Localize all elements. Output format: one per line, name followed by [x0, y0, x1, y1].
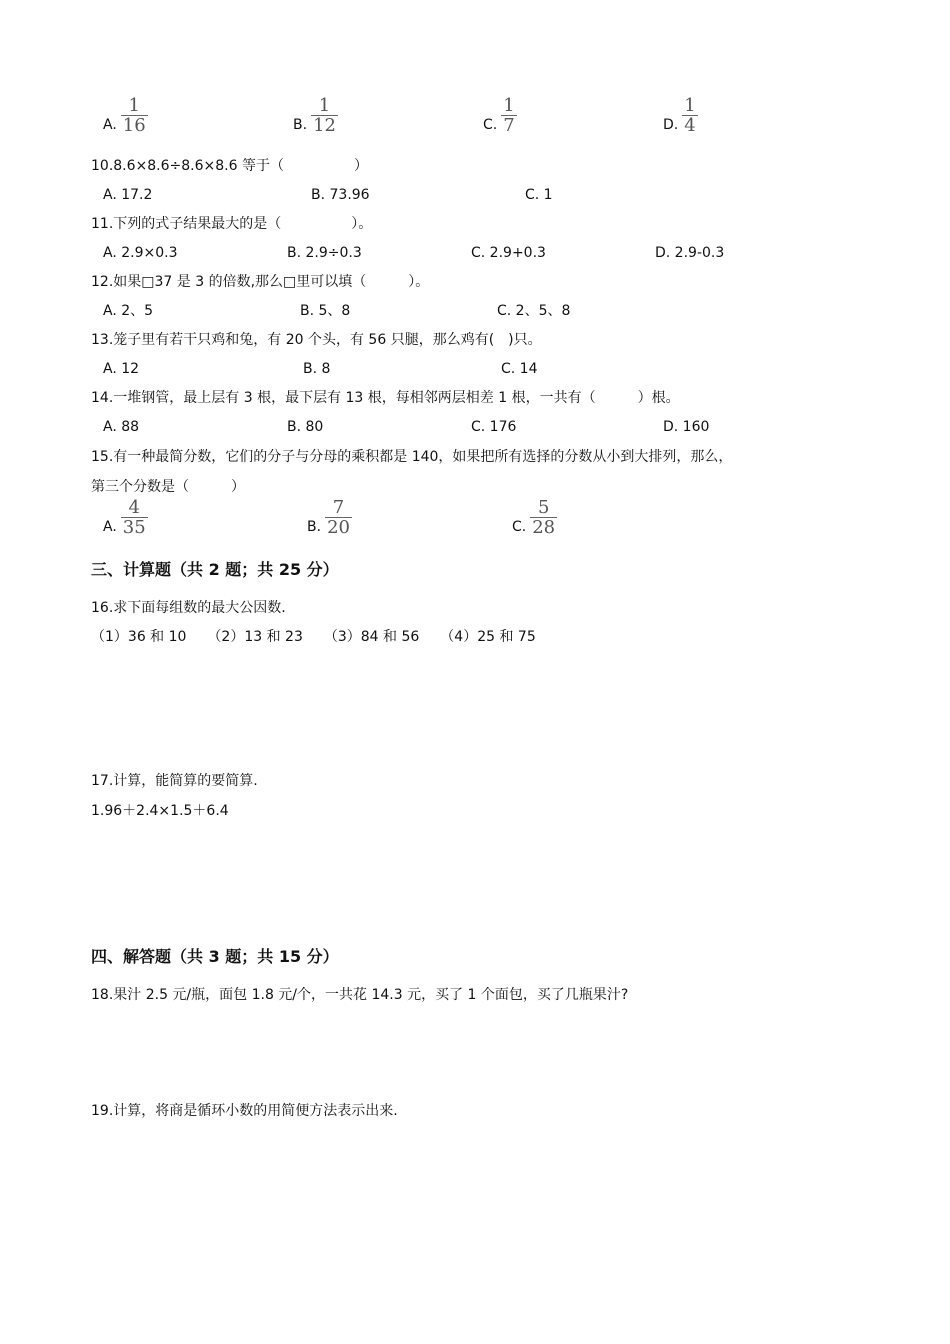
question-14: 14.一堆钢管，最上层有 3 根，最下层有 13 根，每相邻两层相差 1 根，一共有（ ）根。 [91, 390, 680, 406]
q14-option-d: D. 160 [663, 419, 710, 435]
question-16: 16.求下面每组数的最大公因数. [91, 600, 286, 616]
q15-option-b [307, 499, 352, 536]
section-4-heading: 四、解答题（共 3 题；共 15 分） [91, 947, 339, 966]
question-11: 11.下列的式子结果最大的是（ ）。 [91, 216, 373, 232]
numerator: 1 [318, 95, 331, 116]
q11-option-b: B. 2.9÷0.3 [287, 245, 362, 261]
fraction [530, 499, 557, 536]
numerator: 1 [128, 95, 140, 116]
question-10: 10.8.6×8.6÷8.6×8.6 等于（ ） [91, 158, 368, 174]
denominator: 12 [313, 115, 336, 136]
numerator: 1 [503, 95, 515, 116]
q12-option-c: C. 2、5、8 [497, 303, 571, 319]
option-label: C. [512, 519, 527, 535]
question-15-line-2: 第三个分数是（ ） [91, 479, 245, 495]
q11-option-a: A. 2.9×0.3 [103, 245, 178, 261]
q12-option-b: B. 5、8 [300, 303, 351, 319]
fraction [325, 499, 352, 536]
numerator: 4 [128, 497, 140, 518]
q13-option-b: B. 8 [303, 361, 331, 377]
q14-option-c: C. 176 [471, 419, 517, 435]
question-17-expression: 1.96＋2.4×1.5＋6.4 [91, 803, 229, 819]
question-19: 19.计算，将商是循环小数的用简便方法表示出来. [91, 1103, 398, 1119]
option-label: B. [307, 519, 322, 535]
q15-option-a [103, 499, 148, 536]
denominator: 28 [532, 517, 556, 538]
question-17: 17.计算，能简算的要简算. [91, 773, 258, 789]
fraction [682, 97, 697, 134]
fraction [311, 97, 338, 134]
fraction [121, 499, 148, 536]
denominator: 7 [503, 115, 515, 136]
question-12: 12.如果□37 是 3 的倍数,那么□里可以填（ ）。 [91, 274, 430, 290]
q10-option-c: C. 1 [525, 187, 553, 203]
option-label: A. [103, 519, 117, 535]
question-13: 13.笼子里有若干只鸡和兔，有 20 个头，有 56 只腿，那么鸡有( )只。 [91, 332, 542, 348]
q12-option-a: A. 2、5 [103, 303, 154, 319]
numerator: 5 [537, 497, 550, 518]
numerator: 7 [332, 497, 345, 518]
q13-option-a: A. 12 [103, 361, 140, 377]
option-label: A. [103, 117, 117, 133]
question-16-groups: （1）36 和 10 （2）13 和 23 （3）84 和 56 （4）25 和 75 [91, 629, 536, 645]
fraction [121, 97, 148, 134]
question-18: 18.果汁 2.5 元/瓶，面包 1.8 元/个，一共花 14.3 元，买了 1 个面包，买了几瓶果汁? [91, 987, 629, 1003]
q9-option-a [103, 97, 148, 134]
option-label: B. [293, 117, 308, 133]
q9-option-b [293, 97, 338, 134]
section-3-heading: 三、计算题（共 2 题；共 25 分） [91, 560, 339, 579]
q9-option-c [483, 97, 517, 134]
denominator: 16 [122, 115, 146, 136]
q10-option-a: A. 17.2 [103, 187, 153, 203]
option-label: D. [663, 117, 679, 133]
question-15-line-1: 15.有一种最简分数，它们的分子与分母的乘积都是 140，如果把所有选择的分数从小到大排列，那么， [91, 449, 733, 465]
fraction [501, 97, 516, 134]
numerator: 1 [684, 95, 696, 116]
q13-option-c: C. 14 [501, 361, 538, 377]
q11-option-d: D. 2.9-0.3 [655, 245, 725, 261]
denominator: 4 [684, 115, 696, 136]
denominator: 35 [122, 517, 146, 538]
q9-option-d [663, 97, 698, 134]
q14-option-a: A. 88 [103, 419, 140, 435]
option-label: C. [483, 117, 498, 133]
q15-option-c [512, 499, 557, 536]
q14-option-b: B. 80 [287, 419, 324, 435]
q11-option-c: C. 2.9+0.3 [471, 245, 546, 261]
q10-option-b: B. 73.96 [311, 187, 370, 203]
denominator: 20 [327, 517, 350, 538]
